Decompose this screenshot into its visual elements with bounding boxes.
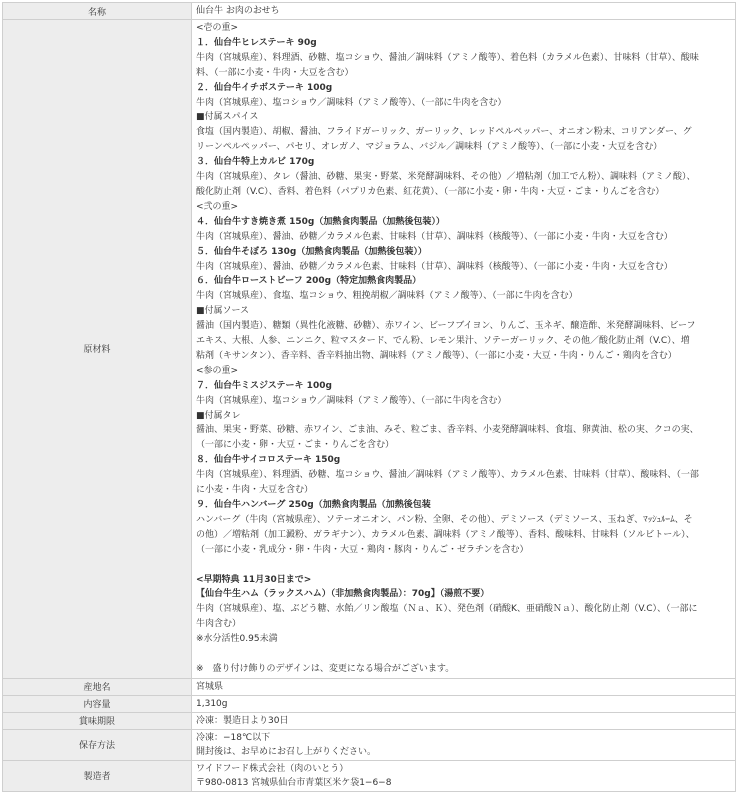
spec-row-ingredients [3, 20, 736, 679]
ingredient-line: ■付属タレ [196, 410, 241, 421]
ingredient-line [196, 558, 731, 573]
ingredient-heading: <早期特典 11月30日まで> [196, 574, 312, 585]
storage-value [192, 729, 736, 760]
ingredient-heading: ７．仙台牛ミスジステーキ 100g [196, 380, 332, 391]
volume-label: 内容量 [3, 695, 192, 712]
ingredient-line: 牛肉（宮城県産）、醤油、砂糖／カラメル色素、甘味料（甘草）、調味料（核酸等）、（一部に小麦・牛肉・大豆を含む） [196, 231, 673, 242]
spec-row-volume [3, 695, 736, 712]
name-value: 仙台牛 お肉のおせち [192, 3, 736, 20]
ingredient-line: <参の重> [196, 365, 239, 376]
ingredient-line: 醤油、果実・野菜、砂糖、赤ワイン、ごま油、みそ、粒ごま、香辛料、小麦発酵調味料、食塩、卵黄油、松の実、クコの実、 [196, 425, 699, 436]
ingredient-line: エキス、大根、人参、ニンニク、粒マスタード、でん粉、レモン果汁、ソテーガーリック、その他／酸化防止剤（V.C）、増 [196, 336, 690, 347]
ingredient-line: 食塩（国内製造）、胡椒、醤油、フライドガーリック、ガーリック、レッドペルペッパー、オニオン粉末、コリアンダー、グ [196, 127, 692, 138]
ingredient-line: 粘剤（キサンタン）、香辛料、香辛料抽出物、調味料（アミノ酸等）、（一部に小麦・大豆・牛肉・りんご・鶏肉を含む） [196, 350, 677, 361]
ingredient-line: 牛肉（宮城県産）、料理酒、砂糖、塩コショウ、醤油／調味料（アミノ酸等）、カラメル色素、甘味料（甘草）、酸味料、（一部 [196, 470, 699, 481]
ingredient-line: ハンバーグ（牛肉（宮城県産）、ソテーオニオン、パン粉、全卵、その他）、デミソース（デミソース、玉ねぎ、ﾏｯｼｭﾙｰﾑ、そ [196, 514, 693, 525]
ingredient-heading: １．仙台牛ヒレステーキ 90g [196, 37, 317, 48]
origin-value: 宮城県 [192, 678, 736, 695]
ingredient-line: 牛肉（宮城県産）、タレ（醤油、砂糖、果実・野菜、米発酵調味料、その他）／増粘剤（加工でん粉）、調味料（アミノ酸）、 [196, 172, 696, 183]
ingredient-line: 牛肉（宮城県産）、料理酒、砂糖、塩コショウ、醤油／調味料（アミノ酸等）、着色料（カラメル色素）、甘味料（甘草）、酸味 [196, 52, 699, 63]
expiry-value: 冷凍：製造日より30日 [192, 712, 736, 729]
ingredient-line: 醤油（国内製造）、糖類（異性化液糖、砂糖）、赤ワイン、ビーフブイヨン、りんご、玉ネギ、醸造酢、米発酵調味料、ビーフ [196, 321, 696, 332]
ingredient-line: （一部に小麦・卵・大豆・ごま・りんごを含む） [196, 440, 395, 451]
ingredient-heading: ８．仙台牛サイコロステーキ 150g [196, 455, 341, 466]
ingredient-line: 牛肉含む） [196, 619, 242, 630]
ingredient-heading: ６．仙台牛ローストビーフ 200g（特定加熱食肉製品） [196, 276, 422, 287]
ingredient-line: 料、（一部に小麦・牛肉・大豆を含む） [196, 67, 354, 78]
ingredient-line: （一部に小麦・乳成分・卵・牛肉・大豆・鶏肉・豚肉・りんご・ゼラチンを含む） [196, 544, 529, 555]
ingredient-line: ■付属スパイス [196, 112, 259, 123]
expiry-label: 賞味期限 [3, 712, 192, 729]
ingredient-line: 牛肉（宮城県産）、塩コショウ／調味料（アミノ酸等）、（一部に牛肉を含む） [196, 395, 507, 406]
ingredient-line: に小麦・牛肉・大豆を含む） [196, 485, 314, 496]
spec-row-origin [3, 678, 736, 695]
ingredient-heading: ３．仙台牛特上カルビ 170g [196, 157, 315, 168]
ingredient-line: ※ 盛り付け飾りのデザインは、変更になる場合がございます。 [196, 663, 455, 674]
ingredient-line: 牛肉（宮城県産）、醤油、砂糖／カラメル色素、甘味料（甘草）、調味料（核酸等）、（一部に小麦・牛肉・大豆を含む） [196, 261, 673, 272]
storage-line: 冷凍：−18℃以下 [196, 732, 271, 743]
ingredient-heading: 【仙台牛生ハム（ラックスハム）（非加熱食肉製品）：70g】（湯煎不要） [196, 589, 490, 600]
ingredient-line: リーンペルペッパー、パセリ、オレガノ、マジョラム、バジル／調味料（アミノ酸等）、（一部に小麦・大豆を含む） [196, 142, 663, 153]
ingredients-label: 原材料 [3, 20, 192, 679]
ingredient-line: の他）／増粘剤（加工澱粉、ガラギナン）、カラメル色素、調味料（アミノ酸等）、香料、酸味料、甘味料（ソルビトール）、 [196, 529, 695, 540]
maker-line: ワイドフード株式会社（肉のいとう） [196, 763, 349, 774]
ingredient-line: 牛肉（宮城県産）、塩コショウ／調味料（アミノ酸等）、（一部に牛肉を含む） [196, 97, 507, 108]
ingredient-heading: ２．仙台牛イチボステーキ 100g [196, 82, 333, 93]
ingredient-heading: ４．仙台牛すき焼き煮 150g（加熱食肉製品（加熱後包装）） [196, 216, 445, 227]
ingredient-line [196, 647, 731, 662]
ingredient-line: <弐の重> [196, 201, 239, 212]
ingredient-line: ※水分活性0.95未満 [196, 634, 278, 645]
ingredients-value [192, 20, 736, 679]
spec-row-maker [3, 760, 736, 791]
spec-row-expiry [3, 712, 736, 729]
spec-row-name [3, 3, 736, 20]
maker-value [192, 760, 736, 791]
storage-label: 保存方法 [3, 729, 192, 760]
ingredient-heading: ５．仙台牛そぼろ 130g（加熱食肉製品（加熱後包装）） [196, 246, 427, 257]
origin-label: 産地名 [3, 678, 192, 695]
ingredient-line: 酸化防止剤（V.C）、香料、着色料（パプリカ色素、紅花黄）、（一部に小麦・卵・牛肉・大豆・ごま・りんごを含む） [196, 186, 665, 197]
ingredient-heading: ９．仙台牛ハンバーグ 250g（加熱食肉製品（加熱後包装 [196, 500, 431, 510]
storage-line: 開封後は、お早めにお召し上がりください。 [196, 746, 377, 757]
ingredient-line: 牛肉（宮城県産）、塩、ぶどう糖、水飴／リン酸塩（Ｎａ、Ｋ）、発色剤（硝酸K、亜硝酸Ｎａ）、酸化防止剤（V.C）、（一部に [196, 604, 698, 615]
maker-label: 製造者 [3, 760, 192, 791]
name-label: 名称 [3, 3, 192, 20]
ingredient-line: ■付属ソース [196, 306, 250, 317]
spec-row-storage [3, 729, 736, 760]
ingredient-line: <壱の重> [196, 23, 239, 33]
product-spec-table [2, 2, 736, 792]
ingredient-line: 牛肉（宮城県産）、食塩、塩コショウ、粗挽胡椒／調味料（アミノ酸等）、（一部に牛肉を含む） [196, 291, 578, 302]
maker-line: 〒980-0813 宮城県仙台市青葉区米ケ袋1−6−8 [196, 777, 392, 788]
volume-value: 1,310g [192, 695, 736, 712]
